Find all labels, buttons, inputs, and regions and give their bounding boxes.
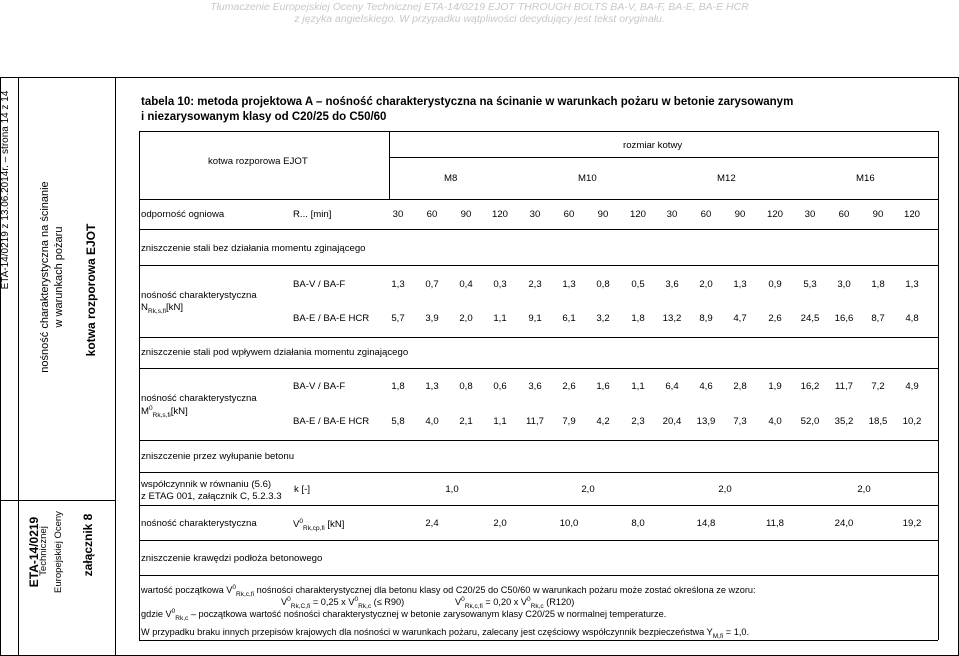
sec1-row-2-cell-7: 3,2	[596, 313, 610, 324]
fire-cell-11: 90	[734, 209, 746, 220]
fire-cell-16: 120	[903, 209, 920, 220]
table-title-line-2: i niezarysowanym klasy od C20/25 do C50/60	[141, 111, 387, 123]
section-steel-no-moment: zniszczenie stali bez działania momentu zginającego	[141, 243, 366, 254]
sec2-row-1-cell-4: 0,6	[493, 381, 507, 392]
fire-cell-5: 30	[529, 209, 541, 220]
pryout-cell-4: 8,0	[631, 518, 645, 529]
sec2-row-1-cell-8: 1,1	[631, 381, 645, 392]
coef-unit: k [-]	[294, 484, 310, 495]
sec1-row-2-cell-8: 1,8	[631, 313, 645, 324]
sec1-row-2-label: BA-E / BA-E HCR	[293, 313, 370, 324]
pryout-label: nośność charakterystyczna	[141, 518, 257, 529]
sec2-row-1-cell-5: 3,6	[528, 381, 542, 392]
fire-cell-14: 60	[838, 209, 850, 220]
sec2-row-2-cell-3: 2,1	[459, 416, 473, 427]
sec2-row-1-cell-10: 4,6	[699, 381, 713, 392]
sec2-row-1-cell-7: 1,6	[596, 381, 610, 392]
page-frame	[0, 77, 959, 656]
sec1-row-2-cell-1: 5,7	[391, 313, 405, 324]
coef-line-1: współczynnik w równaniu (5.6)	[141, 479, 272, 490]
sec2-row-1-cell-2: 1,3	[425, 381, 439, 392]
header-line-2: z języka angielskiego. W przypadku wątpliwości decydujący jest tekst oryginału.	[294, 13, 665, 25]
sec2-row-1-label: BA-V / BA-F	[293, 381, 346, 392]
sec2-row-2-cell-10: 13,9	[696, 416, 716, 427]
note-line-3: gdzie $V^0_{Rk,c}$ – początkowa wartość nośności charakterystycznej w betonie zarysowanym klasy C20/25 w normalnej temperaturze.	[141, 608, 667, 622]
fire-cell-10: 60	[700, 209, 712, 220]
pryout-cell-6: 11,8	[766, 518, 784, 529]
note-line-1: wartość początkowa $V^0_{Rk,c,fi}$ nośności charakterystycznej dla betonu klasy od C20/25 do C50/60 w warunkach pożaru może zostać określona ze wzoru:	[141, 584, 756, 598]
sec1-row-1-cell-15: 1,8	[871, 279, 885, 290]
sec1-row-1-cell-11: 1,3	[733, 279, 747, 290]
pryout-symbol: $V^0_{Rk,cp,fi}$ [kN]	[293, 518, 345, 533]
size-label: rozmiar kotwy	[623, 140, 683, 151]
size-m8: M8	[444, 173, 458, 184]
size-m10: M10	[578, 173, 597, 184]
sec2-row-1-cell-14: 11,7	[835, 381, 853, 392]
side-product: kotwa rozporowa EJOT	[84, 223, 98, 357]
sec1-row-1-cell-2: 0,7	[425, 279, 439, 290]
sec2-row-2-cell-15: 18,5	[868, 416, 888, 427]
sec1-row-2-cell-12: 2,6	[768, 313, 782, 324]
sec1-row-2-cell-3: 2,0	[459, 313, 473, 324]
sec2-row-2-cell-9: 20,4	[662, 416, 682, 427]
sec2-row-2-cell-14: 35,2	[834, 416, 854, 427]
fire-cell-6: 60	[563, 209, 575, 220]
sec1-row-2-cell-6: 6,1	[562, 313, 576, 324]
pryout-cell-8: 19,2	[902, 518, 922, 529]
sec2-row-2-cell-5: 11,7	[526, 416, 544, 427]
fire-cell-7: 90	[597, 209, 609, 220]
sec1-row-2-cell-2: 3,9	[425, 313, 439, 324]
sec2-param-symbol: $M^0_{Rk,s,fi}[kN]$	[141, 405, 188, 420]
pryout-cell-2: 2,0	[493, 518, 507, 529]
sec1-row-1-cell-14: 3,0	[837, 279, 851, 290]
sec1-row-1-cell-9: 3,6	[665, 279, 679, 290]
sec2-row-2-cell-6: 7,9	[562, 416, 576, 427]
sec1-row-2-cell-10: 8,9	[699, 313, 713, 324]
sec1-row-1-cell-4: 0,3	[493, 279, 507, 290]
fire-cell-1: 30	[392, 209, 404, 220]
sec2-row-2-cell-12: 4,0	[768, 416, 782, 427]
anchor-label: kotwa rozporowa EJOT	[208, 156, 308, 167]
fire-cell-15: 90	[872, 209, 884, 220]
sec1-row-1-label: BA-V / BA-F	[293, 279, 346, 290]
sec2-row-2-cell-2: 4,0	[425, 416, 439, 427]
sec2-row-2-cell-8: 2,3	[631, 416, 645, 427]
sec1-row-1-cell-3: 0,4	[459, 279, 473, 290]
sec2-row-1-cell-11: 2,8	[733, 381, 747, 392]
coef-cell-4: 2,0	[857, 484, 871, 495]
sec2-row-1-cell-9: 6,4	[665, 381, 679, 392]
fire-cell-3: 90	[460, 209, 472, 220]
sec1-row-1-cell-16: 1,3	[905, 279, 919, 290]
sec2-row-2-cell-11: 7,3	[733, 416, 747, 427]
side-topic-line-2: w warunkach pożaru	[53, 226, 65, 328]
doc-reference: ETA-14/0219 z 13.06.2014r. – strona 14 z 14	[0, 90, 11, 290]
note-formula-1: $V^0_{Rk,C,fi} = 0,25$ x $V^0_{Rk,c}$ (≤ R90)	[281, 596, 405, 610]
sec1-row-1-cell-10: 2,0	[699, 279, 713, 290]
sec1-param-line-1: nośność charakterystyczna	[141, 290, 257, 301]
side-org-line-1: Europejskiej Oceny	[53, 511, 64, 593]
side-eta: ETA-14/0219	[27, 516, 41, 588]
coef-cell-2: 2,0	[581, 484, 595, 495]
sec1-row-1-cell-1: 1,3	[391, 279, 405, 290]
coef-cell-1: 1,0	[445, 484, 459, 495]
coef-cell-3: 2,0	[718, 484, 732, 495]
sec2-row-2-cell-13: 52,0	[800, 416, 820, 427]
sec2-row-1-cell-13: 16,2	[800, 381, 820, 392]
pryout-cell-5: 14,8	[696, 518, 716, 529]
sec1-row-1-cell-7: 0,8	[596, 279, 610, 290]
sec2-row-1-cell-1: 1,8	[391, 381, 405, 392]
sec1-row-2-cell-13: 24,5	[800, 313, 820, 324]
sec1-row-1-cell-8: 0,5	[631, 279, 645, 290]
sec2-row-2-cell-16: 10,2	[902, 416, 922, 427]
sec1-param-symbol: $N_{Rk,s,fi}[kN]$	[141, 302, 184, 315]
sec2-row-2-cell-4: 1,1	[493, 416, 507, 427]
header-line-1: Tłumaczenie Europejskiej Oceny Technicznej ETA-14/0219 EJOT THROUGH BOLTS BA-V, BA-F, BA-E, BA-E HCR	[210, 1, 749, 13]
pryout-cell-7: 24,0	[834, 518, 854, 529]
side-annex: załącznik 8	[81, 513, 95, 577]
fire-unit: R... [min]	[293, 209, 332, 220]
sec1-row-2-cell-11: 4,7	[733, 313, 747, 324]
sec2-param-line-1: nośność charakterystyczna	[141, 393, 257, 404]
fire-cell-8: 120	[629, 209, 646, 220]
sec1-row-1-cell-13: 5,3	[803, 279, 817, 290]
section-pryout: zniszczenie przez wyłupanie betonu	[141, 451, 295, 462]
sec2-row-1-cell-6: 2,6	[562, 381, 576, 392]
note-formula-2: $V^0_{Rk,c,fi} = 0,20$ x $V^0_{Rk,c}$ (R120)	[455, 596, 575, 610]
fire-cell-4: 120	[491, 209, 508, 220]
fire-cell-13: 30	[804, 209, 816, 220]
sec2-row-2-cell-1: 5,8	[391, 416, 405, 427]
size-m16: M16	[856, 173, 875, 184]
coef-line-2: z ETAG 001, załącznik C, 5.2.3.3	[141, 491, 282, 502]
section-steel-with-moment: zniszczenie stali pod wpływem działania momentu zginającego	[141, 347, 409, 358]
sec2-row-2-label: BA-E / BA-E HCR	[293, 416, 370, 427]
side-org-line-2: Technicznej	[38, 526, 49, 576]
sec1-row-1-cell-12: 0,9	[768, 279, 782, 290]
sec1-row-2-cell-14: 16,6	[834, 313, 854, 324]
note-line-4: W przypadku braku innych przepisów krajowych dla nośności w warunkach pożaru, zalecany jest częściowy współczynnik bezpieczeństwa $Y_{M,fi} = 1,0$.	[141, 627, 750, 640]
sec1-row-2-cell-4: 1,1	[493, 313, 507, 324]
fire-cell-2: 60	[426, 209, 438, 220]
sec2-row-2-cell-7: 4,2	[596, 416, 610, 427]
size-m12: M12	[717, 173, 736, 184]
sec2-row-1-cell-15: 7,2	[871, 381, 885, 392]
fire-cell-12: 120	[766, 209, 783, 220]
pryout-cell-1: 2,4	[425, 518, 439, 529]
sec2-row-1-cell-16: 4,9	[905, 381, 919, 392]
sec1-row-2-cell-16: 4,8	[905, 313, 919, 324]
sec1-row-2-cell-9: 13,2	[662, 313, 682, 324]
sec1-row-2-cell-5: 9,1	[528, 313, 542, 324]
section-concrete-edge: zniszczenie krawędzi podłoża betonowego	[141, 553, 323, 564]
sec1-row-1-cell-5: 2,3	[528, 279, 542, 290]
table-title-line-1: tabela 10: metoda projektowa A – nośność charakterystyczna na ścinanie w warunkach pożaru w betonie zarysowanym	[141, 96, 794, 108]
side-topic-line-1: nośność charakterystyczna na ścinanie	[39, 181, 51, 373]
fire-cell-9: 30	[666, 209, 678, 220]
pryout-cell-3: 10,0	[559, 518, 579, 529]
sec2-row-1-cell-3: 0,8	[459, 381, 473, 392]
fire-label: odporność ogniowa	[141, 209, 225, 220]
sec1-row-2-cell-15: 8,7	[871, 313, 885, 324]
sec1-row-1-cell-6: 1,3	[562, 279, 576, 290]
sec2-row-1-cell-12: 1,9	[768, 381, 782, 392]
